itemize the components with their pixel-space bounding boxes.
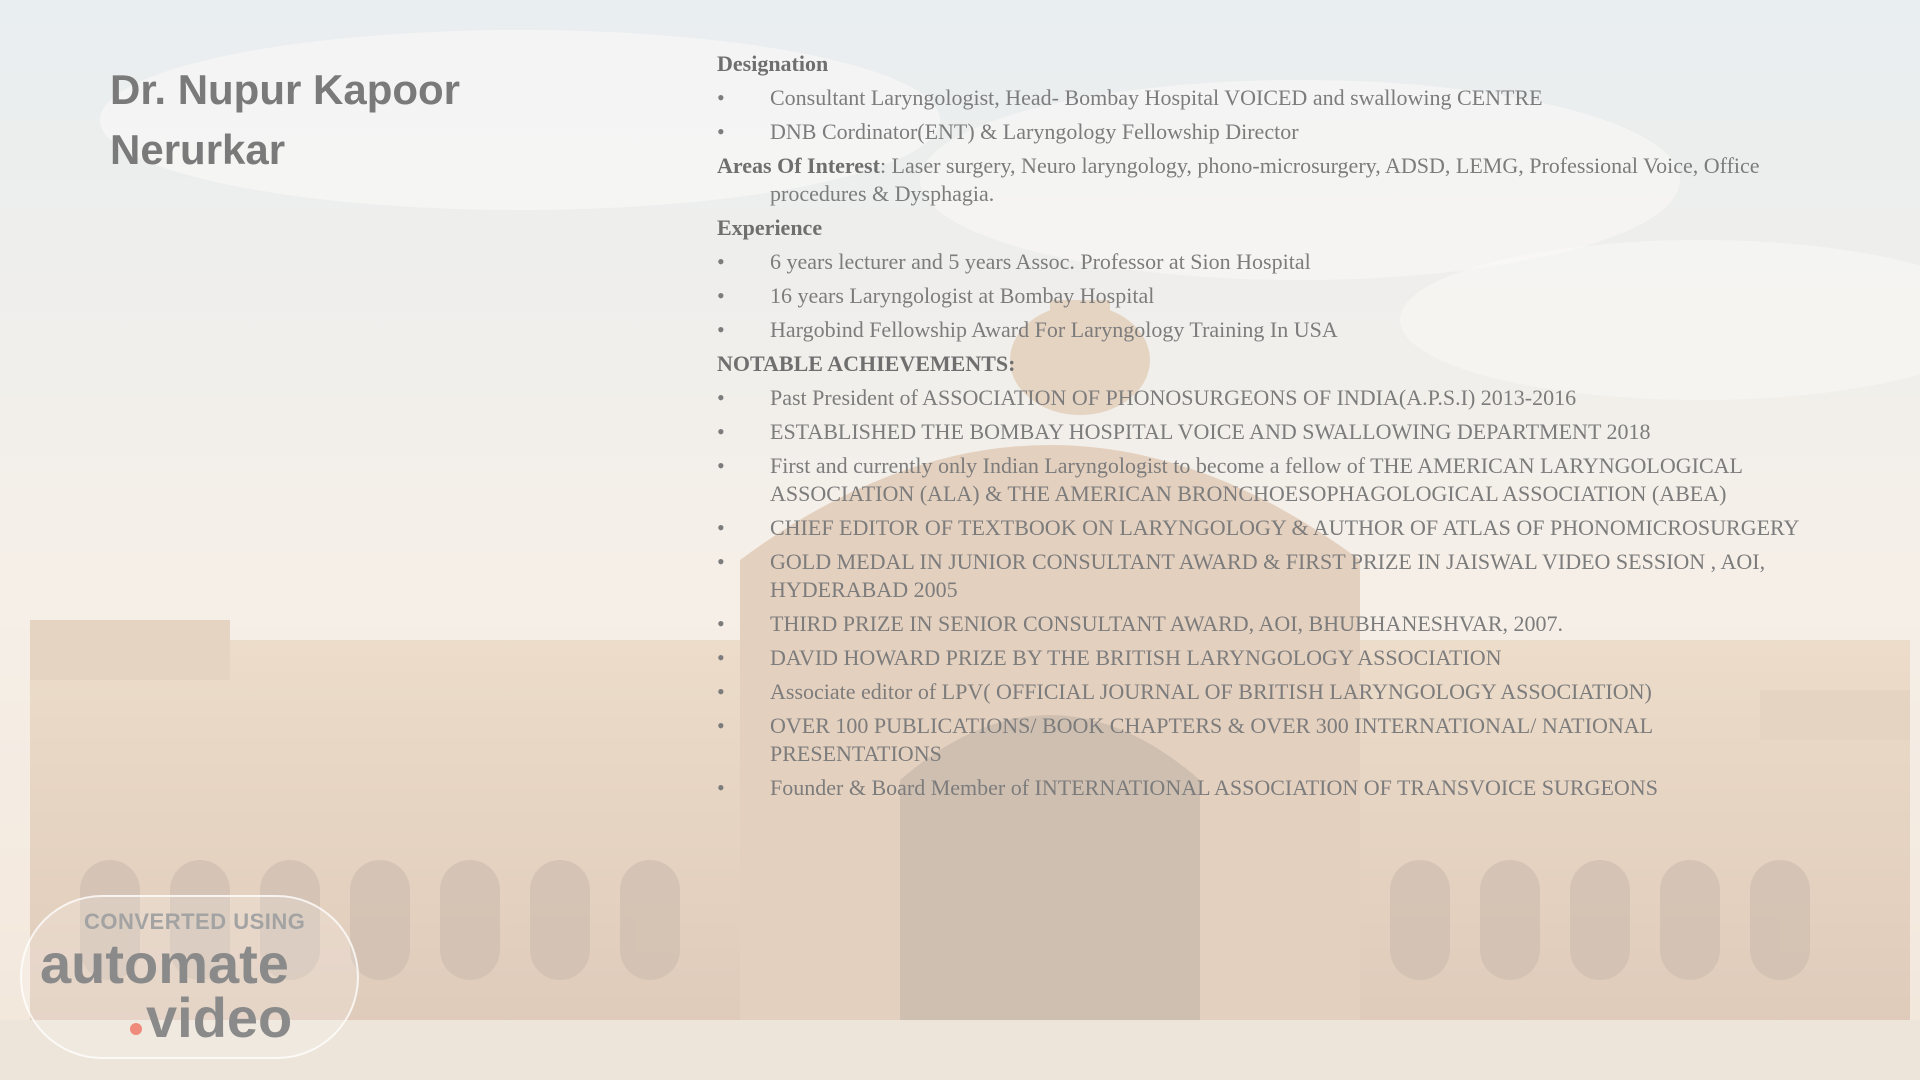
list-item: • Founder & Board Member of INTERNATIONAL ASSOCIATION OF TRANSVOICE SURGEONS xyxy=(717,774,1807,802)
watermark-line-3-wrap xyxy=(130,985,292,1050)
list-item: • Consultant Laryngologist, Head- Bombay Hospital VOICED and swallowing CENTRE xyxy=(717,84,1807,112)
list-item: • GOLD MEDAL IN JUNIOR CONSULTANT AWARD & FIRST PRIZE IN JAISWAL VIDEO SESSION , AOI, HYDERABAD 2005 xyxy=(717,548,1807,604)
designation-heading: Designation xyxy=(717,51,829,76)
watermark-line-1: CONVERTED USING xyxy=(84,909,306,934)
areas-of-interest xyxy=(717,152,1807,208)
list-item: • DAVID HOWARD PRIZE BY THE BRITISH LARYNGOLOGY ASSOCIATION xyxy=(717,644,1807,672)
list-item: • Past President of ASSOCIATION OF PHONOSURGEONS OF INDIA(A.P.S.I) 2013-2016 xyxy=(717,384,1807,412)
list-item: • ESTABLISHED THE BOMBAY HOSPITAL VOICE AND SWALLOWING DEPARTMENT 2018 xyxy=(717,418,1807,446)
list-item: • CHIEF EDITOR OF TEXTBOOK ON LARYNGOLOGY & AUTHOR OF ATLAS OF PHONOMICROSURGERY xyxy=(717,514,1807,542)
designation-list xyxy=(717,84,1807,146)
list-item: • OVER 100 PUBLICATIONS/ BOOK CHAPTERS & OVER 300 INTERNATIONAL/ NATIONAL PRESENTATIONS xyxy=(717,712,1807,768)
profile-content xyxy=(717,50,1807,808)
list-item: • 6 years lecturer and 5 years Assoc. Professor at Sion Hospital xyxy=(717,248,1807,276)
experience-heading: Experience xyxy=(717,215,823,240)
interest-label: Areas Of Interest xyxy=(717,153,880,178)
title-line-1: Dr. Nupur Kapoor xyxy=(110,66,461,113)
list-item: • First and currently only Indian Laryngologist to become a fellow of THE AMERICAN LARYNGOLOGICAL ASSOCIATION (ALA) & THE AMERICAN BRONCHOESOPHAGOLOGICAL ASSOCIATION (ABEA) xyxy=(717,452,1807,508)
page-title xyxy=(110,60,630,180)
list-item: • Associate editor of LPV( OFFICIAL JOURNAL OF BRITISH LARYNGOLOGY ASSOCIATION) xyxy=(717,678,1807,706)
list-item: • 16 years Laryngologist at Bombay Hospital xyxy=(717,282,1807,310)
achievements-heading: NOTABLE ACHIEVEMENTS: xyxy=(717,351,1016,376)
watermark-logo xyxy=(20,895,359,1059)
experience-list xyxy=(717,248,1807,344)
achievements-list xyxy=(717,384,1807,802)
interest-text: : Laser surgery, Neuro laryngology, phono-microsurgery, ADSD, LEMG, Professional Voice, Office procedures & Dysphagia. xyxy=(770,153,1760,206)
list-item: • DNB Cordinator(ENT) & Laryngology Fellowship Director xyxy=(717,118,1807,146)
title-line-2: Nerurkar xyxy=(110,126,286,173)
watermark-dot-icon xyxy=(130,1023,142,1035)
list-item: • Hargobind Fellowship Award For Laryngology Training In USA xyxy=(717,316,1807,344)
watermark-line-3: video xyxy=(146,986,293,1049)
watermark-line-2: automate xyxy=(40,932,289,995)
list-item: • THIRD PRIZE IN SENIOR CONSULTANT AWARD, AOI, BHUBHANESHVAR, 2007. xyxy=(717,610,1807,638)
